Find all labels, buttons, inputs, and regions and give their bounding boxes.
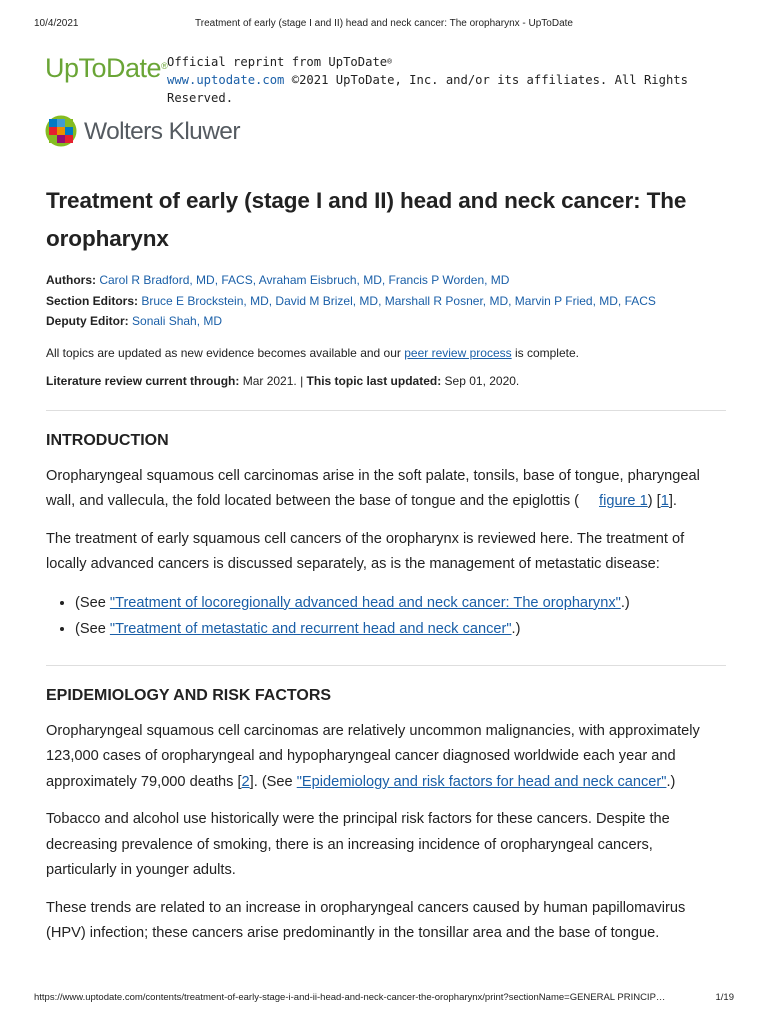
review-label: Literature review current through: — [46, 373, 240, 388]
article-title: Treatment of early (stage I and II) head and neck cancer: The oropharynx — [46, 188, 687, 251]
reprint-line: Official reprint from UpToDate — [167, 55, 388, 69]
epidemiology-paragraph-2: Tobacco and alcohol use historically were the principal risk factors for these cancers. Despite the decreasing prevalence of smoking, there is an increasing incidence of oropharyngeal cancers, particularly in younger adults. — [46, 811, 670, 878]
print-header — [34, 18, 734, 32]
peer-review-link[interactable]: peer review process — [404, 345, 512, 360]
section-divider — [46, 410, 726, 411]
section-editors-list[interactable]: Bruce E Brockstein, MD, David M Brizel, MD, Marshall R Posner, MD, Marvin P Fried, MD, FACS — [141, 293, 656, 308]
wolters-kluwer-logo — [45, 115, 345, 149]
deputy-editor-label: Deputy Editor: — [46, 314, 129, 328]
review-dates — [46, 372, 726, 390]
list-item: • (See "Treatment of locoregionally advanced head and neck cancer: The oropharynx".) — [75, 590, 726, 617]
page-number: 1/19 — [715, 992, 734, 1003]
article-meta — [46, 270, 726, 332]
authors-list[interactable]: Carol R Bradford, MD, FACS, Avraham Eisbruch, MD, Francis P Worden, MD — [99, 273, 510, 287]
print-page-title: Treatment of early (stage I and II) head and neck cancer: The oropharynx - UpToDate — [195, 18, 573, 29]
update-note: All topics are updated as new evidence becomes available and our peer review process is complete. — [46, 345, 579, 360]
print-footer — [34, 992, 734, 1006]
wolters-kluwer-mosaic-icon — [45, 115, 77, 147]
list-item: • (See "Treatment of metastatic and recurrent head and neck cancer".) — [75, 616, 726, 643]
uptodate-logo[interactable]: UpToDate® — [45, 53, 168, 83]
introduction-heading: INTRODUCTION — [46, 431, 169, 449]
article-content — [46, 182, 726, 947]
review-value: Mar 2021. | — [239, 373, 307, 388]
section-divider — [46, 665, 726, 666]
publisher-name: Wolters Kluwer — [84, 118, 240, 145]
reference-1-link[interactable]: 1 — [660, 493, 669, 509]
print-url: https://www.uptodate.com/contents/treatment-of-early-stage-i-and-ii-head-and-neck-cancer-the-oropharynx/print?sectionName=GENERAL PRINCIP… — [34, 992, 666, 1003]
updated-label: This topic last updated: — [306, 373, 442, 388]
print-date: 10/4/2021 — [34, 18, 79, 29]
metastatic-recurrent-topic-link[interactable]: "Treatment of metastatic and recurrent head and neck cancer" — [109, 621, 512, 637]
introduction-paragraph-2: The treatment of early squamous cell cancers of the oropharynx is reviewed here. The treatment of locally advanced cancers is discussed separately, as is the management of metastatic disease: — [46, 530, 685, 572]
brand-bar — [45, 52, 735, 105]
copyright-text: ©2021 UpToDate, Inc. and/or its affiliates. All Rights Reserved. — [167, 73, 688, 105]
deputy-editor-name[interactable]: Sonali Shah, MD — [132, 314, 223, 328]
see-also-list — [46, 590, 726, 643]
updated-value: Sep 01, 2020. — [441, 373, 520, 388]
uptodate-site-link[interactable]: www.uptodate.com — [167, 73, 285, 87]
introduction-paragraph-1: Oropharyngeal squamous cell carcinomas arise in the soft palate, tonsils, base of tongue, pharyngeal wall, and vallecula, the fold located between the base of tongue and the epiglottis ( figure 1) [1]. — [46, 467, 700, 509]
section-editors-label: Section Editors: — [46, 293, 139, 308]
epidemiology-paragraph-3: These trends are related to an increase in oropharyngeal cancers caused by human papillomavirus (HPV) infection; these cancers arise predominantly in the tonsillar area and the base of tongue. — [46, 899, 686, 941]
epidemiology-heading: EPIDEMIOLOGY AND RISK FACTORS — [46, 686, 332, 704]
figure-1-link[interactable]: figure 1 — [599, 493, 648, 509]
reprint-notice: Official reprint from UpToDate® www.uptodate.com ©2021 UpToDate, Inc. and/or its affiliates. All Rights Reserved. — [167, 55, 688, 105]
locoregionally-advanced-topic-link[interactable]: "Treatment of locoregionally advanced head and neck cancer: The oropharynx" — [109, 594, 621, 611]
authors-label: Authors: — [46, 273, 96, 287]
epidemiology-paragraph-1: Oropharyngeal squamous cell carcinomas are relatively uncommon malignancies, with approximately 123,000 cases of oropharyngeal and hypopharyngeal cancer diagnosed worldwide each year and approximately 79,000 deaths [2]. (See "Epidemiology and risk factors for head and neck cancer".) — [46, 722, 700, 790]
reference-2-link[interactable]: 2 — [241, 773, 250, 790]
epidemiology-topic-link[interactable]: "Epidemiology and risk factors for head and neck cancer" — [296, 773, 667, 790]
